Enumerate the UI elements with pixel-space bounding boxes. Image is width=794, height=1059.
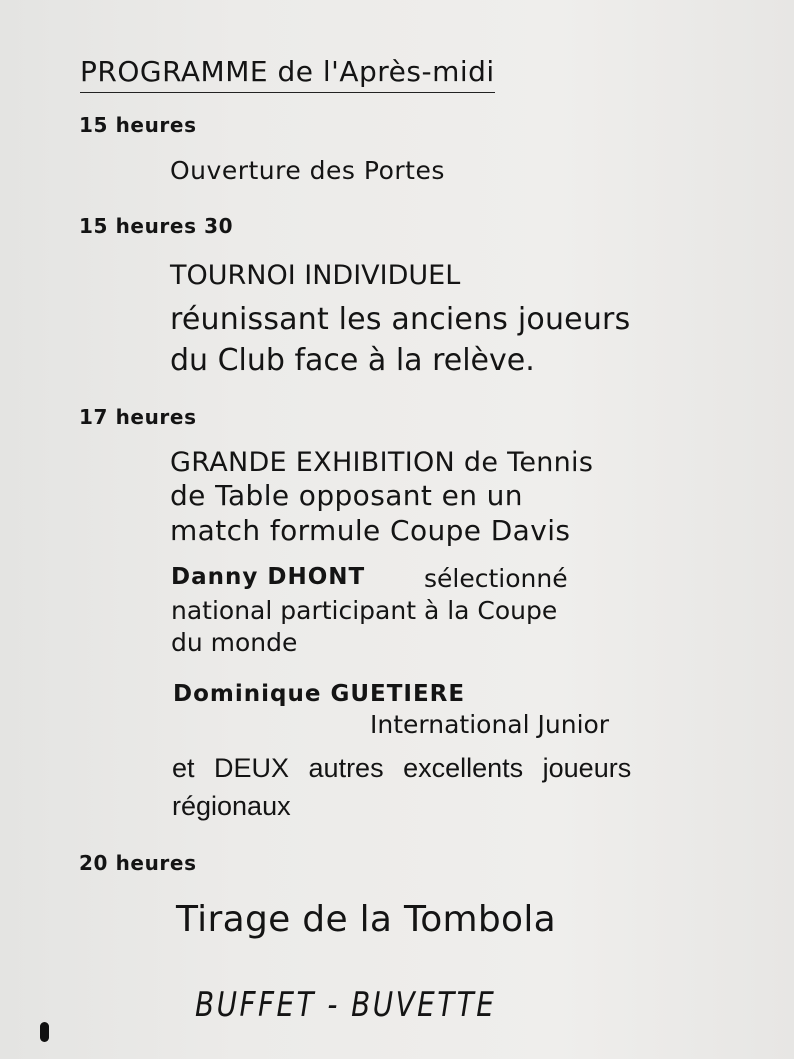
time-20h: 20 heures (79, 851, 197, 875)
event-exhibition-line1: GRANDE EXHIBITION de Tennis (170, 447, 594, 478)
binder-hole-mark (40, 1022, 49, 1042)
time-17h: 17 heures (79, 405, 197, 429)
other-players-line2: régionaux (172, 791, 291, 821)
event-exhibition-line3: match formule Coupe Davis (170, 514, 571, 547)
time-15h30: 15 heures 30 (79, 214, 234, 238)
page-title: PROGRAMME de l'Après-midi (80, 58, 495, 93)
player-desc-dhont-2: national participant à la Coupe (171, 596, 558, 625)
event-tournament-line2: réunissant les anciens joueurs (170, 302, 631, 337)
event-tournament-title: TOURNOI INDIVIDUEL (170, 260, 461, 291)
event-tombola: Tirage de la Tombola (176, 899, 557, 940)
footer-buffet-buvette: BUFFET - BUVETTE (195, 985, 497, 1025)
player-name-guetiere: Dominique GUETIERE (173, 681, 466, 707)
time-15h: 15 heures (79, 113, 197, 137)
event-tournament-line3: du Club face à la relève. (170, 343, 535, 378)
event-exhibition-line2: de Table opposant en un (170, 479, 523, 512)
player-desc-guetiere: International Junior (370, 710, 610, 739)
other-players-line1: et DEUX autres excellents joueurs (172, 753, 632, 783)
player-name-dhont: Danny DHONT (171, 564, 366, 590)
player-desc-dhont-3: du monde (171, 628, 298, 657)
player-desc-dhont-1: sélectionné (424, 564, 568, 593)
event-opening: Ouverture des Portes (170, 156, 445, 185)
